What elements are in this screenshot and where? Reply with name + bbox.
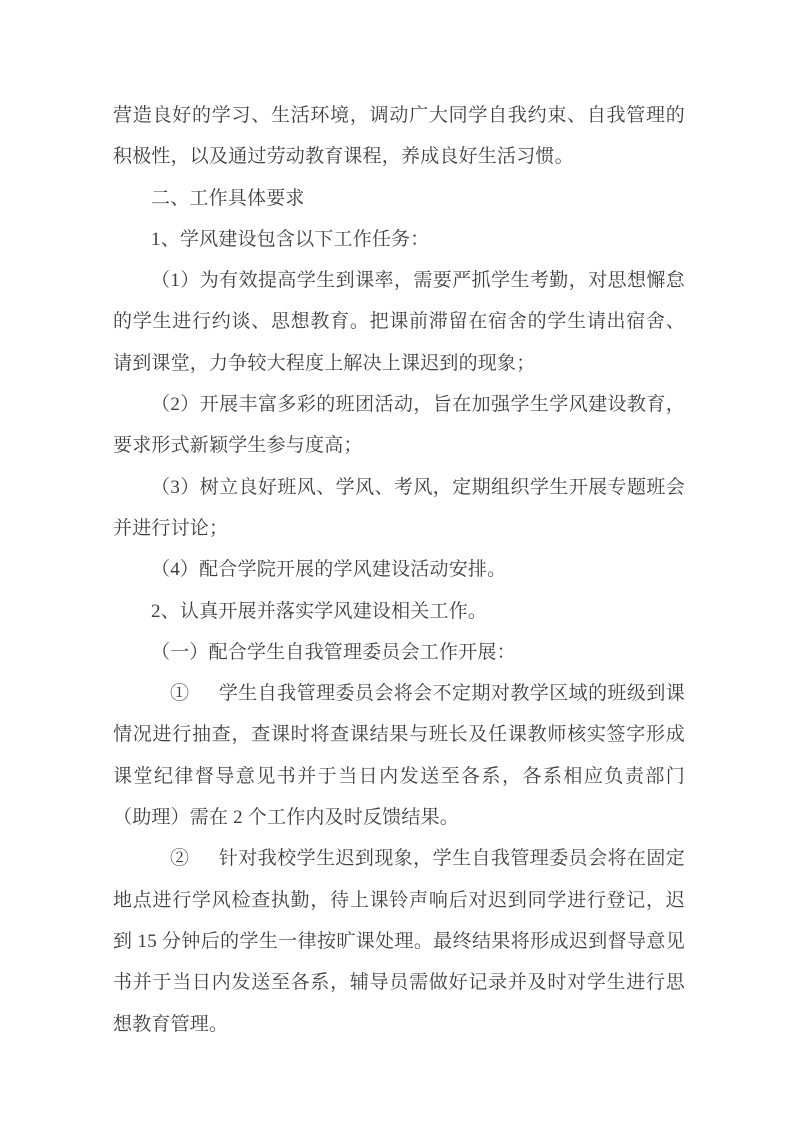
subitem-4-college-arrangements: （4）配合学院开展的学风建设活动安排。 — [151, 559, 507, 581]
circled-item-1-text: 学生自我管理委员会将会不定期对教学区域的班级到课情况进行抽查，查课时将查课结果与班长及任课教师核实签字形成课堂纪律督导意见书并于当日内发送至各系，各系相应负责部门（助理）需在 2 个工作内及时反馈结果。 — [113, 683, 685, 829]
circled-item-1 — [113, 673, 685, 838]
subitem-1-attendance: （1）为有效提高学生到课率，需要严抓学生考勤，对思想懈怠的学生进行约谈、思想教育。把课前滞留在宿舍的学生请出宿舍、请到课堂，力争较大程度上解决上课迟到的现象； — [113, 270, 685, 374]
circled-number-1-marker: ① — [170, 683, 190, 705]
item-1-study-style-tasks: 1、学风建设包含以下工作任务： — [151, 228, 430, 250]
subitem-2-class-activities: （2）开展丰富多彩的班团活动，旨在加强学生学风建设教育，要求形式新颖学生参与度高； — [113, 394, 685, 457]
subheading-committee-cooperation: （一）配合学生自我管理委员会工作开展： — [151, 641, 516, 663]
circled-item-2 — [113, 838, 685, 1044]
subitem-3-class-meetings: （3）树立良好班风、学风、考风，定期组织学生开展专题班会并进行讨论； — [113, 476, 685, 539]
paragraph-continuation: 营造良好的学习、生活环境，调动广大同学自我约束、自我管理的积极性，以及通过劳动教育课程，养成良好生活习惯。 — [113, 105, 685, 168]
circled-number-2-marker: ② — [170, 848, 190, 870]
document-body — [113, 95, 685, 1045]
circled-item-2-text: 针对我校学生迟到现象，学生自我管理委员会将在固定地点进行学风检查执勤，待上课铃声响后对迟到同学进行登记，迟到 15 分钟后的学生一律按旷课处理。最终结果将形成迟到督导意见书并于当日内发送至各系，辅导员需做好记录并及时对学生进行思想教育管理。 — [113, 848, 685, 1035]
item-2-implement-work: 2、认真开展并落实学风建设相关工作。 — [151, 600, 488, 622]
heading-section-2-work-requirements: 二、工作具体要求 — [151, 187, 305, 209]
